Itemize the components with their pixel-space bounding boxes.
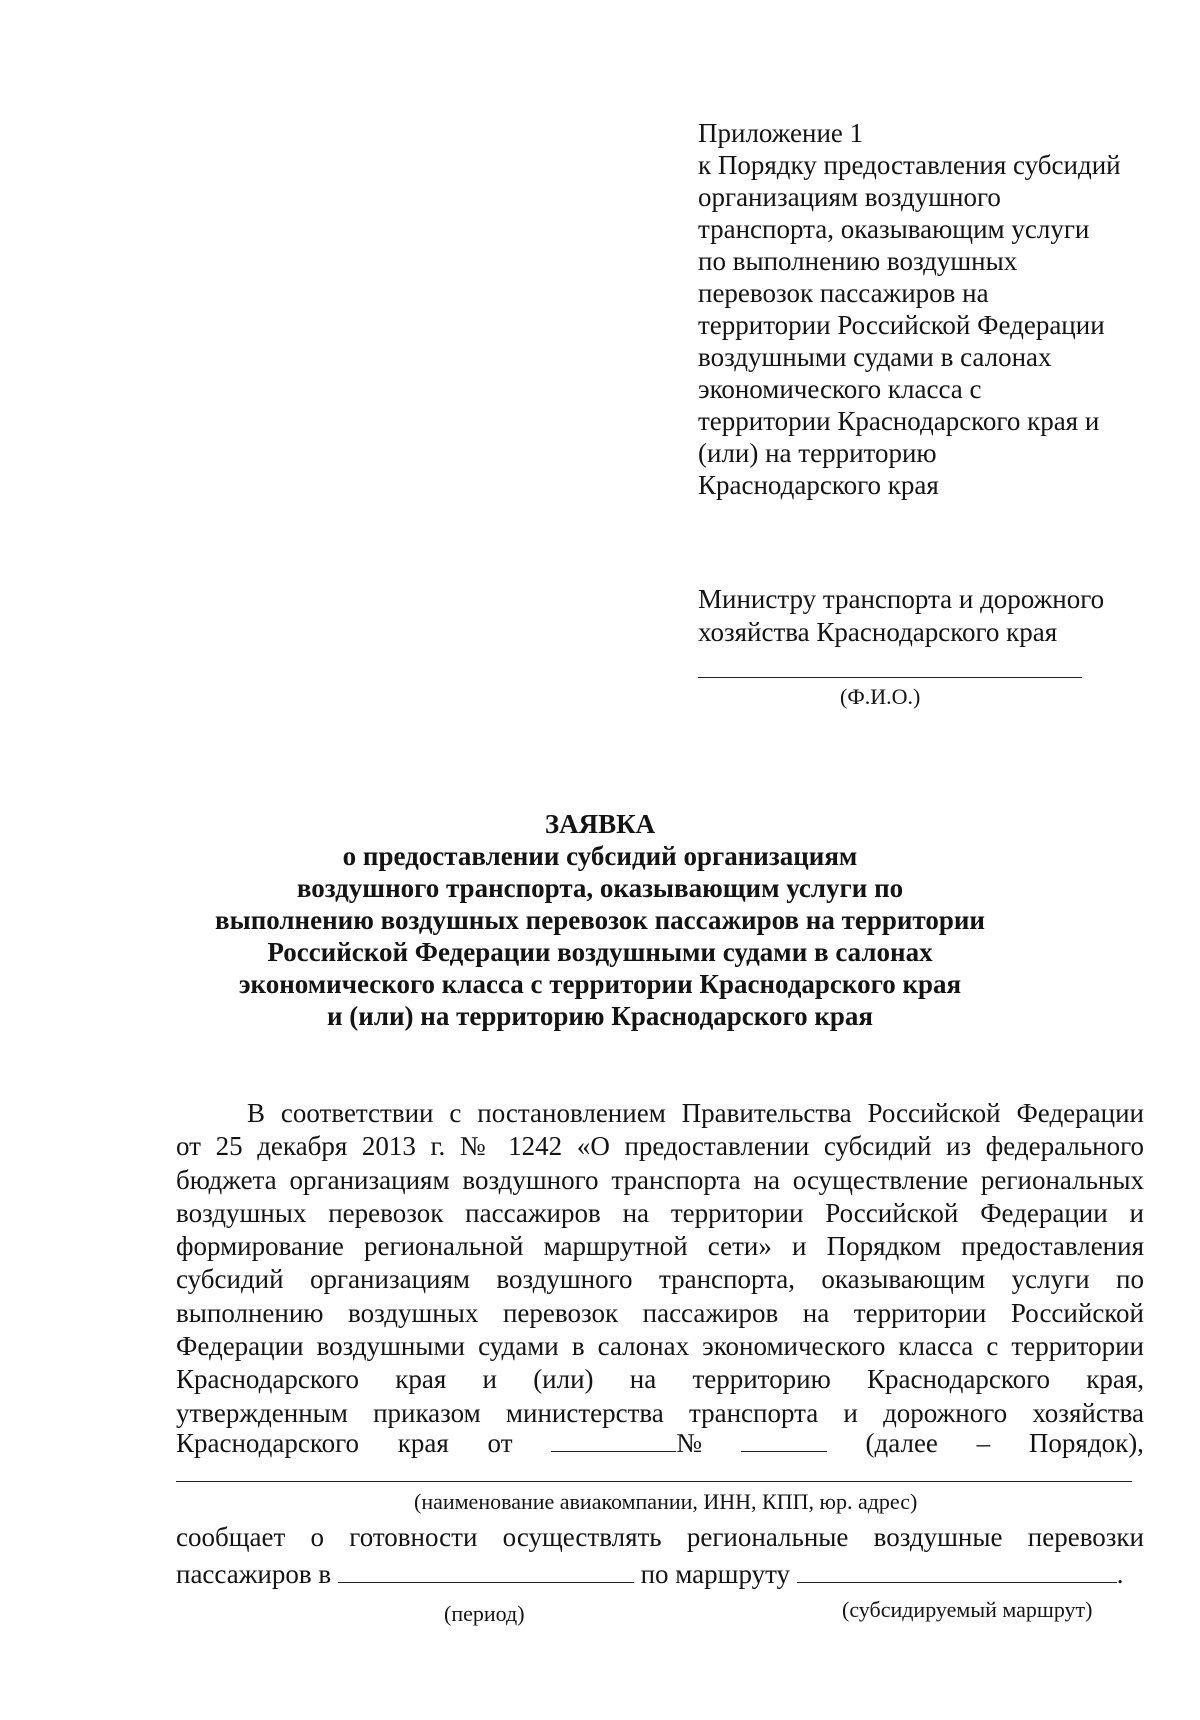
- body-line: выполнению воздушных перевозок пассажиров на территории Российской: [176, 1297, 1144, 1328]
- title-line: о предоставлении субсидий организациям: [342, 841, 858, 871]
- airline-name-blank[interactable]: [176, 1481, 1132, 1482]
- body-line: субсидий организациям воздушного транспорта, оказывающим услуги по: [176, 1264, 1144, 1295]
- period-end: .: [1116, 1559, 1124, 1589]
- body-line: воздушных перевозок пассажиров на территории Российской Федерации и: [176, 1197, 1144, 1228]
- body-line: формирование региональной маршрутной сети» и Порядком предоставления: [176, 1231, 1144, 1262]
- document-title: [0, 808, 1200, 1032]
- addressee-block: [698, 583, 1104, 649]
- annex-block: [698, 117, 1121, 501]
- title-line: Российской Федерации воздушными судами в салонах: [267, 937, 933, 967]
- annex-line: по выполнению воздушных: [698, 246, 1018, 276]
- name-blank-line: [698, 677, 1082, 678]
- body-line: Федерации воздушными судами в салонах экономического класса с территории: [176, 1331, 1144, 1362]
- body-word: (далее: [865, 1428, 938, 1458]
- annex-line: (или) на территорию: [698, 438, 937, 468]
- body-line: сообщает о готовности осуществлять региональные воздушные перевозки: [176, 1522, 1144, 1552]
- body-word: края: [397, 1428, 449, 1458]
- body-paragraph: [176, 1097, 1144, 1430]
- annex-line: территории Российской Федерации: [698, 310, 1105, 340]
- period-route-line: [176, 1559, 1124, 1590]
- body-word: Порядок),: [1028, 1428, 1144, 1458]
- airline-caption: (наименование авиакомпании, ИНН, КПП, юр. адрес): [414, 1489, 918, 1514]
- passengers-in-label: пассажиров в: [176, 1559, 332, 1589]
- order-number-blank[interactable]: [741, 1429, 827, 1452]
- body-word: от: [487, 1428, 513, 1458]
- title-line: выполнению воздушных перевозок пассажиров на территории: [215, 905, 985, 935]
- title-line: экономического класса с территории Краснодарского края: [238, 969, 962, 999]
- route-caption: (субсидируемый маршрут): [842, 1597, 1093, 1622]
- body-line: Краснодарского края и (или) на территорию Краснодарского края,: [176, 1364, 1144, 1395]
- annex-line: воздушными судами в салонах: [698, 342, 1052, 372]
- body-line: утвержденным приказом министерства транспорта и дорожного хозяйства: [176, 1397, 1144, 1428]
- annex-line: к Порядку предоставления субсидий: [698, 150, 1121, 180]
- addressee-line: хозяйства Краснодарского края: [698, 617, 1058, 647]
- body-word: Краснодарского: [176, 1428, 360, 1458]
- annex-line: Краснодарского края: [698, 470, 939, 500]
- annex-line: Приложение 1: [698, 118, 864, 148]
- annex-line: организациям воздушного: [698, 182, 1001, 212]
- period-blank[interactable]: [338, 1560, 634, 1583]
- dash: –: [976, 1428, 991, 1458]
- annex-line: территории Краснодарского края и: [698, 406, 1100, 436]
- name-caption: (Ф.И.О.): [840, 684, 921, 709]
- period-caption: (период): [444, 1601, 525, 1626]
- title-line: и (или) на территорию Краснодарского края: [326, 1001, 874, 1031]
- addressee-line: Министру транспорта и дорожного: [698, 584, 1105, 614]
- number-sign: №: [676, 1428, 703, 1458]
- order-date-blank[interactable]: [551, 1429, 676, 1452]
- route-label: по маршруту: [640, 1559, 791, 1589]
- annex-line: перевозок пассажиров на: [698, 278, 989, 308]
- report-paragraph: [176, 1521, 1144, 1554]
- title-line: воздушного транспорта, оказывающим услуги по: [296, 873, 904, 903]
- title-heading: ЗАЯВКА: [544, 809, 656, 839]
- route-blank[interactable]: [797, 1560, 1117, 1583]
- annex-line: экономического класса с: [698, 374, 982, 404]
- body-line: бюджета организациям воздушного транспорта на осуществление региональных: [176, 1164, 1144, 1195]
- body-line: от 25 декабря 2013 г. № 1242 «О предоставлении субсидий из федерального: [176, 1131, 1144, 1162]
- order-reference-line: [176, 1428, 1144, 1459]
- annex-line: транспорта, оказывающим услуги: [698, 214, 1090, 244]
- body-line: В соответствии с постановлением Правительства Российской Федерации: [247, 1098, 1144, 1128]
